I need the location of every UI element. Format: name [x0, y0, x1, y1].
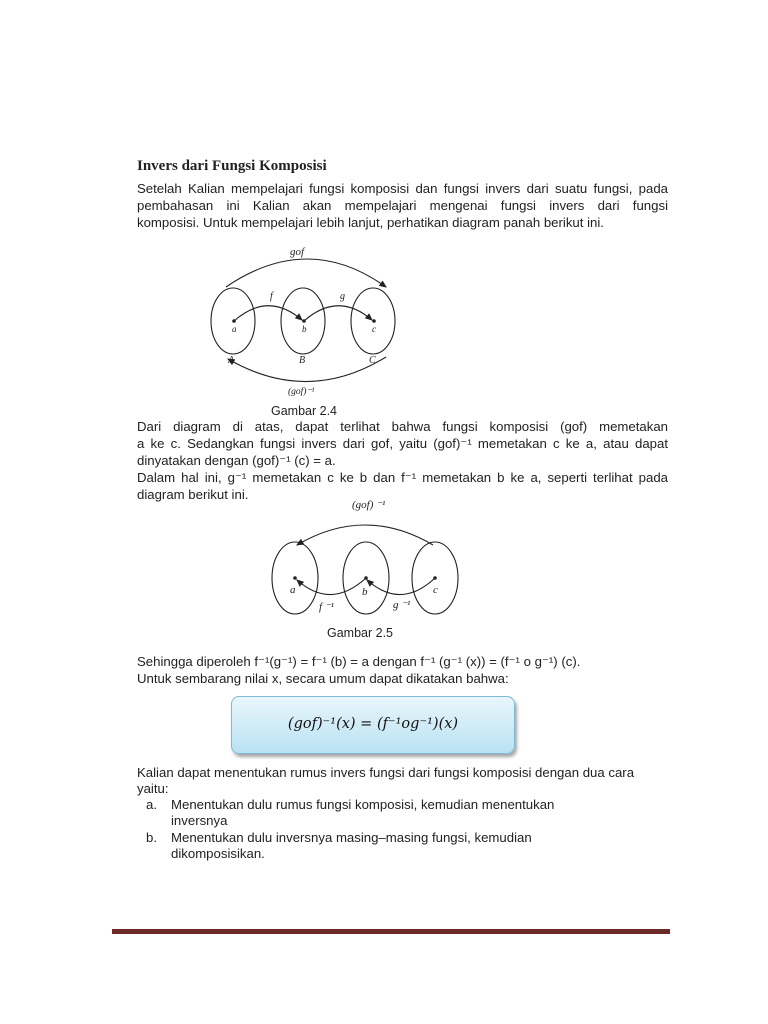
figure-caption: Gambar 2.4	[271, 404, 338, 418]
list-item-line: Menentukan dulu rumus fungsi komposisi, kemudian menentukan	[171, 797, 555, 812]
formula-text: (gof)⁻¹(x) = (f⁻¹og⁻¹)(x)	[287, 716, 459, 732]
paragraph-line: Kalian dapat menentukan rumus invers fungsi dari fungsi komposisi dengan dua cara	[137, 765, 635, 780]
list-item-line: Menentukan dulu inversnya masing–masing fungsi, kemudian	[171, 830, 532, 845]
arrow-g-label: g	[340, 291, 345, 302]
paragraph-line: Untuk sembarang nilai x, secara umum dapat dikatakan bahwa:	[137, 671, 509, 686]
formula-box	[231, 696, 515, 754]
figure-caption: Gambar 2.5	[327, 626, 394, 640]
arrow-g-inverse	[367, 578, 435, 595]
arrow-f	[234, 306, 302, 321]
set-a-label: A	[228, 355, 235, 366]
paragraph-line: a ke c. Sedangkan fungsi invers dari gof, yaitu (gof)⁻¹ memetakan c ke a, atau dapat	[137, 436, 668, 451]
paragraph-line: Dari diagram di atas, dapat terlihat bahwa fungsi komposisi (gof) memetakan	[137, 419, 668, 434]
point-a-label: a	[290, 584, 296, 596]
footer-rule	[112, 929, 670, 934]
top-arrow-label: gof	[290, 246, 305, 258]
point-a	[293, 576, 297, 580]
section-heading: Invers dari Fungsi Komposisi	[137, 158, 327, 174]
point-b-label: b	[362, 586, 368, 598]
set-b-label: B	[299, 355, 306, 366]
arrow-g	[304, 306, 372, 321]
list-item-line: inversnya	[171, 813, 228, 828]
list-marker: a.	[146, 797, 157, 812]
arrow-f-label: f	[270, 291, 273, 302]
set-c-label: C	[369, 355, 376, 366]
point-b-label: b	[302, 324, 307, 334]
arrow-diagram-figure-2-5	[265, 490, 465, 625]
arrow-f-inverse	[297, 578, 366, 595]
point-c-label: c	[433, 584, 438, 596]
point-c	[372, 319, 376, 323]
list-marker: b.	[146, 830, 157, 845]
point-c-label: c	[372, 324, 376, 334]
list-item-line: dikomposisikan.	[171, 846, 265, 861]
paragraph-line: diagram berikut ini.	[137, 487, 249, 502]
arrow-g-inverse-label: g ⁻¹	[393, 599, 411, 611]
point-a-label: a	[232, 324, 237, 334]
intro-line: pembahasan ini Kalian akan mempelajari mengenai fungsi invers dari fungsi	[137, 198, 668, 213]
top-arrow-label: (gof) ⁻¹	[352, 499, 386, 511]
intro-line: komposisi. Untuk mempelajari lebih lanjut, perhatikan diagram panah berikut ini.	[137, 215, 604, 230]
bottom-arrow-gof-inverse	[228, 357, 386, 382]
arrow-diagram-figure-2-4	[190, 235, 420, 405]
paragraph-line: dinyatakan dengan (gof)⁻¹ (c) = a.	[137, 453, 336, 468]
bottom-arrow-label: (gof)⁻¹	[288, 387, 315, 397]
arrow-f-inverse-label: f ⁻¹	[319, 601, 334, 613]
top-arrow-gof	[226, 259, 386, 287]
paragraph-line: Dalam hal ini, g⁻¹ memetakan c ke b dan f⁻¹ memetakan b ke a, seperti terlihat pada	[137, 470, 668, 485]
paragraph-line: yaitu:	[137, 781, 169, 796]
intro-line: Setelah Kalian mempelajari fungsi komposisi dan fungsi invers dari suatu fungsi, pada	[137, 181, 668, 196]
paragraph-line: Sehingga diperoleh f⁻¹(g⁻¹) = f⁻¹ (b) = a dengan f⁻¹ (g⁻¹ (x)) = (f⁻¹ o g⁻¹) (c).	[137, 654, 581, 669]
